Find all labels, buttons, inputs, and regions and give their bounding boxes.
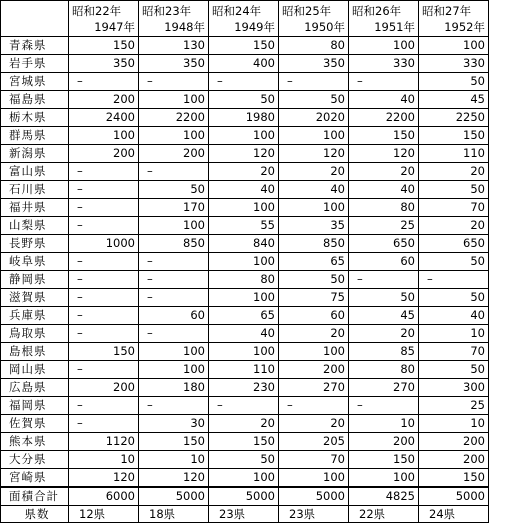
value-cell[interactable]: 50 xyxy=(279,271,349,289)
value-cell[interactable]: 120 xyxy=(209,145,279,163)
prefecture-cell[interactable]: 富山県 xyxy=(1,163,69,181)
value-cell[interactable]: 170 xyxy=(139,199,209,217)
count-row xyxy=(1,506,489,523)
value-cell[interactable]: 50 xyxy=(419,181,489,199)
header-row xyxy=(1,1,489,37)
table-row xyxy=(1,271,489,289)
value-cell[interactable]: 180 xyxy=(139,379,209,397)
year-label: 1952年 xyxy=(444,19,485,34)
value-cell[interactable]: 100 xyxy=(209,289,279,307)
count-value-cell[interactable]: 18県 xyxy=(139,506,209,523)
value-cell[interactable]: 85 xyxy=(349,343,419,361)
year-header-cell[interactable] xyxy=(139,1,209,37)
value-cell[interactable]: 50 xyxy=(419,361,489,379)
year-header-cell[interactable] xyxy=(209,1,279,37)
table-row xyxy=(1,361,489,379)
count-label-cell[interactable]: 県数 xyxy=(1,506,69,523)
value-cell[interactable]: 70 xyxy=(419,343,489,361)
value-cell[interactable]: 200 xyxy=(139,145,209,163)
value-cell[interactable]: – xyxy=(69,73,139,91)
value-cell[interactable]: – xyxy=(69,289,139,307)
prefecture-cell[interactable]: 岩手県 xyxy=(1,55,69,73)
value-cell[interactable]: 350 xyxy=(69,55,139,73)
table-row xyxy=(1,415,489,433)
year-label: 1948年 xyxy=(164,19,205,34)
value-cell[interactable]: – xyxy=(139,163,209,181)
value-cell[interactable]: – xyxy=(279,73,349,91)
prefecture-cell[interactable]: 岡山県 xyxy=(1,361,69,379)
value-cell[interactable]: 2200 xyxy=(349,109,419,127)
prefecture-cell[interactable]: 栃木県 xyxy=(1,109,69,127)
total-label-cell[interactable]: 面積合計 xyxy=(1,487,69,506)
value-cell[interactable]: 850 xyxy=(139,235,209,253)
value-cell[interactable]: 10 xyxy=(349,415,419,433)
year-header-cell[interactable] xyxy=(349,1,419,37)
value-cell[interactable]: 65 xyxy=(279,253,349,271)
value-cell[interactable]: 300 xyxy=(419,379,489,397)
prefecture-cell[interactable]: 鳥取県 xyxy=(1,325,69,343)
count-value-cell[interactable]: 12県 xyxy=(69,506,139,523)
table-row xyxy=(1,37,489,55)
value-cell[interactable]: 100 xyxy=(209,127,279,145)
value-cell[interactable]: – xyxy=(349,271,419,289)
value-cell[interactable]: 100 xyxy=(139,361,209,379)
value-cell[interactable]: 200 xyxy=(419,451,489,469)
total-value-cell[interactable]: 5000 xyxy=(139,487,209,506)
prefecture-cell[interactable]: 群馬県 xyxy=(1,127,69,145)
value-cell[interactable]: 150 xyxy=(419,469,489,488)
value-cell[interactable]: 40 xyxy=(279,181,349,199)
value-cell[interactable]: 1120 xyxy=(69,433,139,451)
total-value-cell[interactable]: 5000 xyxy=(209,487,279,506)
value-cell[interactable]: 50 xyxy=(349,289,419,307)
prefecture-cell[interactable]: 島根県 xyxy=(1,343,69,361)
value-cell[interactable]: 2020 xyxy=(279,109,349,127)
value-cell[interactable]: – xyxy=(69,253,139,271)
value-cell[interactable]: 1000 xyxy=(69,235,139,253)
table-row xyxy=(1,325,489,343)
value-cell[interactable]: 20 xyxy=(279,163,349,181)
value-cell[interactable]: 100 xyxy=(349,37,419,55)
total-row xyxy=(1,487,489,506)
year-label: 1950年 xyxy=(304,19,345,34)
value-cell[interactable]: 10 xyxy=(419,415,489,433)
table-row xyxy=(1,307,489,325)
total-value-cell[interactable]: 4825 xyxy=(349,487,419,506)
prefecture-cell[interactable]: 佐賀県 xyxy=(1,415,69,433)
value-cell[interactable]: – xyxy=(139,271,209,289)
value-cell[interactable]: 200 xyxy=(349,433,419,451)
value-cell[interactable]: 200 xyxy=(69,379,139,397)
value-cell[interactable]: 60 xyxy=(139,307,209,325)
value-cell[interactable]: 75 xyxy=(279,289,349,307)
value-cell[interactable]: 100 xyxy=(209,343,279,361)
value-cell[interactable]: 60 xyxy=(279,307,349,325)
table-row xyxy=(1,217,489,235)
value-cell[interactable]: 330 xyxy=(419,55,489,73)
value-cell[interactable]: – xyxy=(419,271,489,289)
value-cell[interactable]: 130 xyxy=(139,37,209,55)
corner-cell[interactable] xyxy=(1,1,69,37)
value-cell[interactable]: 150 xyxy=(139,433,209,451)
table-row xyxy=(1,235,489,253)
value-cell[interactable]: – xyxy=(349,397,419,415)
value-cell[interactable]: 65 xyxy=(209,307,279,325)
value-cell[interactable]: – xyxy=(139,253,209,271)
value-cell[interactable]: 20 xyxy=(349,325,419,343)
value-cell[interactable]: 840 xyxy=(209,235,279,253)
era-label: 昭和23年 xyxy=(142,3,192,18)
prefecture-cell[interactable]: 宮城県 xyxy=(1,73,69,91)
value-cell[interactable]: 100 xyxy=(139,343,209,361)
value-cell[interactable]: 110 xyxy=(419,145,489,163)
value-cell[interactable]: 25 xyxy=(419,397,489,415)
year-label: 1947年 xyxy=(94,19,135,34)
era-label: 昭和26年 xyxy=(352,3,402,18)
value-cell[interactable]: 100 xyxy=(419,37,489,55)
value-cell[interactable]: 150 xyxy=(349,451,419,469)
value-cell[interactable]: 100 xyxy=(139,217,209,235)
value-cell[interactable]: 45 xyxy=(419,91,489,109)
value-cell[interactable]: 20 xyxy=(209,163,279,181)
value-cell[interactable]: 230 xyxy=(209,379,279,397)
value-cell[interactable]: – xyxy=(139,289,209,307)
value-cell[interactable]: – xyxy=(209,397,279,415)
value-cell[interactable]: 100 xyxy=(279,343,349,361)
value-cell[interactable]: 20 xyxy=(279,325,349,343)
value-cell[interactable]: 100 xyxy=(279,469,349,488)
value-cell[interactable]: – xyxy=(69,199,139,217)
table-row xyxy=(1,199,489,217)
value-cell[interactable]: 200 xyxy=(69,145,139,163)
count-value-cell[interactable]: 24県 xyxy=(419,506,489,523)
value-cell[interactable]: – xyxy=(69,361,139,379)
table-row xyxy=(1,55,489,73)
value-cell[interactable]: 20 xyxy=(419,163,489,181)
table-row xyxy=(1,253,489,271)
table-row xyxy=(1,73,489,91)
year-label: 1949年 xyxy=(234,19,275,34)
prefecture-cell[interactable]: 青森県 xyxy=(1,37,69,55)
table-row xyxy=(1,163,489,181)
prefecture-cell[interactable]: 石川県 xyxy=(1,181,69,199)
value-cell[interactable]: – xyxy=(349,73,419,91)
value-cell[interactable]: – xyxy=(139,397,209,415)
year-label: 1951年 xyxy=(374,19,415,34)
value-cell[interactable]: 40 xyxy=(209,181,279,199)
value-cell[interactable]: 350 xyxy=(139,55,209,73)
value-cell[interactable]: 40 xyxy=(349,181,419,199)
value-cell[interactable]: 200 xyxy=(419,433,489,451)
value-cell[interactable]: 80 xyxy=(349,361,419,379)
prefecture-cell[interactable]: 福岡県 xyxy=(1,397,69,415)
table-row xyxy=(1,145,489,163)
value-cell[interactable]: 100 xyxy=(349,469,419,488)
value-cell[interactable]: 100 xyxy=(209,469,279,488)
value-cell[interactable]: – xyxy=(69,307,139,325)
value-cell[interactable]: – xyxy=(279,397,349,415)
prefecture-cell[interactable]: 滋賀県 xyxy=(1,289,69,307)
prefecture-cell[interactable]: 広島県 xyxy=(1,379,69,397)
value-cell[interactable]: 120 xyxy=(279,145,349,163)
prefecture-cell[interactable]: 大分県 xyxy=(1,451,69,469)
table-row xyxy=(1,127,489,145)
table-body xyxy=(1,37,489,523)
prefecture-cell[interactable]: 福島県 xyxy=(1,91,69,109)
prefecture-cell[interactable]: 長野県 xyxy=(1,235,69,253)
prefecture-cell[interactable]: 兵庫県 xyxy=(1,307,69,325)
table-row xyxy=(1,91,489,109)
value-cell[interactable]: 100 xyxy=(209,199,279,217)
value-cell[interactable]: 650 xyxy=(419,235,489,253)
value-cell[interactable]: 150 xyxy=(69,343,139,361)
count-value-cell[interactable]: 23県 xyxy=(209,506,279,523)
table-row xyxy=(1,397,489,415)
prefecture-cell[interactable]: 新潟県 xyxy=(1,145,69,163)
value-cell[interactable]: – xyxy=(69,217,139,235)
table-row xyxy=(1,433,489,451)
value-cell[interactable]: 55 xyxy=(209,217,279,235)
value-cell[interactable]: 20 xyxy=(419,217,489,235)
count-value-cell[interactable]: 23県 xyxy=(279,506,349,523)
value-cell[interactable]: 70 xyxy=(419,199,489,217)
value-cell[interactable]: 70 xyxy=(279,451,349,469)
value-cell[interactable]: 80 xyxy=(209,271,279,289)
value-cell[interactable]: – xyxy=(69,415,139,433)
value-cell[interactable]: 30 xyxy=(139,415,209,433)
value-cell[interactable]: 40 xyxy=(209,325,279,343)
value-cell[interactable]: 150 xyxy=(349,127,419,145)
table-row xyxy=(1,109,489,127)
value-cell[interactable]: 350 xyxy=(279,55,349,73)
value-cell[interactable]: – xyxy=(139,325,209,343)
value-cell[interactable]: 100 xyxy=(279,127,349,145)
prefecture-cell[interactable]: 山梨県 xyxy=(1,217,69,235)
value-cell[interactable]: – xyxy=(139,73,209,91)
value-cell[interactable]: 2400 xyxy=(69,109,139,127)
value-cell[interactable]: 850 xyxy=(279,235,349,253)
value-cell[interactable]: – xyxy=(209,73,279,91)
table-row xyxy=(1,343,489,361)
value-cell[interactable]: 20 xyxy=(279,415,349,433)
value-cell[interactable]: 50 xyxy=(279,91,349,109)
value-cell[interactable]: 100 xyxy=(209,253,279,271)
value-cell[interactable]: – xyxy=(69,325,139,343)
value-cell[interactable]: 50 xyxy=(419,73,489,91)
value-cell[interactable]: 200 xyxy=(279,361,349,379)
table-row xyxy=(1,289,489,307)
total-value-cell[interactable]: 5000 xyxy=(279,487,349,506)
value-cell[interactable]: 150 xyxy=(69,37,139,55)
prefecture-cell[interactable]: 福井県 xyxy=(1,199,69,217)
value-cell[interactable]: 40 xyxy=(419,307,489,325)
value-cell[interactable]: 50 xyxy=(209,451,279,469)
table-row xyxy=(1,451,489,469)
value-cell[interactable]: 45 xyxy=(349,307,419,325)
value-cell[interactable]: 400 xyxy=(209,55,279,73)
era-label: 昭和24年 xyxy=(212,3,262,18)
value-cell[interactable]: 50 xyxy=(419,253,489,271)
value-cell[interactable]: 270 xyxy=(279,379,349,397)
value-cell[interactable]: 650 xyxy=(349,235,419,253)
value-cell[interactable]: 2200 xyxy=(139,109,209,127)
value-cell[interactable]: 50 xyxy=(419,289,489,307)
prefecture-cell[interactable]: 静岡県 xyxy=(1,271,69,289)
value-cell[interactable]: 10 xyxy=(139,451,209,469)
value-cell[interactable]: 120 xyxy=(349,145,419,163)
value-cell[interactable]: 20 xyxy=(349,163,419,181)
value-cell[interactable]: 40 xyxy=(349,91,419,109)
value-cell[interactable]: 150 xyxy=(209,433,279,451)
value-cell[interactable]: – xyxy=(69,271,139,289)
value-cell[interactable]: 25 xyxy=(349,217,419,235)
value-cell[interactable]: 1980 xyxy=(209,109,279,127)
table-row xyxy=(1,379,489,397)
value-cell[interactable]: 100 xyxy=(279,199,349,217)
era-label: 昭和25年 xyxy=(282,3,332,18)
value-cell[interactable]: 270 xyxy=(349,379,419,397)
prefecture-cell[interactable]: 岐阜県 xyxy=(1,253,69,271)
value-cell[interactable]: 35 xyxy=(279,217,349,235)
year-header-cell[interactable] xyxy=(69,1,139,37)
value-cell[interactable]: 60 xyxy=(349,253,419,271)
value-cell[interactable]: 100 xyxy=(139,127,209,145)
year-header-cell[interactable] xyxy=(279,1,349,37)
value-cell[interactable]: 100 xyxy=(69,127,139,145)
value-cell[interactable]: 20 xyxy=(209,415,279,433)
value-cell[interactable]: 330 xyxy=(349,55,419,73)
total-value-cell[interactable]: 6000 xyxy=(69,487,139,506)
value-cell[interactable]: – xyxy=(69,163,139,181)
count-value-cell[interactable]: 22県 xyxy=(349,506,419,523)
value-cell[interactable]: 200 xyxy=(69,91,139,109)
era-label: 昭和22年 xyxy=(72,3,122,18)
value-cell[interactable]: 50 xyxy=(139,181,209,199)
value-cell[interactable]: – xyxy=(69,181,139,199)
value-cell[interactable]: 150 xyxy=(419,127,489,145)
value-cell[interactable]: 10 xyxy=(419,325,489,343)
value-cell[interactable]: 150 xyxy=(209,37,279,55)
table-row xyxy=(1,469,489,488)
table-row xyxy=(1,181,489,199)
value-cell[interactable]: 2250 xyxy=(419,109,489,127)
prefecture-cell[interactable]: 宮崎県 xyxy=(1,469,69,488)
value-cell[interactable]: 50 xyxy=(209,91,279,109)
year-header-cell[interactable] xyxy=(419,1,489,37)
total-value-cell[interactable]: 5000 xyxy=(419,487,489,506)
value-cell[interactable]: 10 xyxy=(69,451,139,469)
value-cell[interactable]: 120 xyxy=(69,469,139,488)
value-cell[interactable]: 80 xyxy=(279,37,349,55)
era-label: 昭和27年 xyxy=(422,3,472,18)
value-cell[interactable]: 120 xyxy=(139,469,209,488)
value-cell[interactable]: 100 xyxy=(139,91,209,109)
value-cell[interactable]: 110 xyxy=(209,361,279,379)
prefecture-cell[interactable]: 熊本県 xyxy=(1,433,69,451)
value-cell[interactable]: – xyxy=(69,397,139,415)
value-cell[interactable]: 80 xyxy=(349,199,419,217)
value-cell[interactable]: 205 xyxy=(279,433,349,451)
